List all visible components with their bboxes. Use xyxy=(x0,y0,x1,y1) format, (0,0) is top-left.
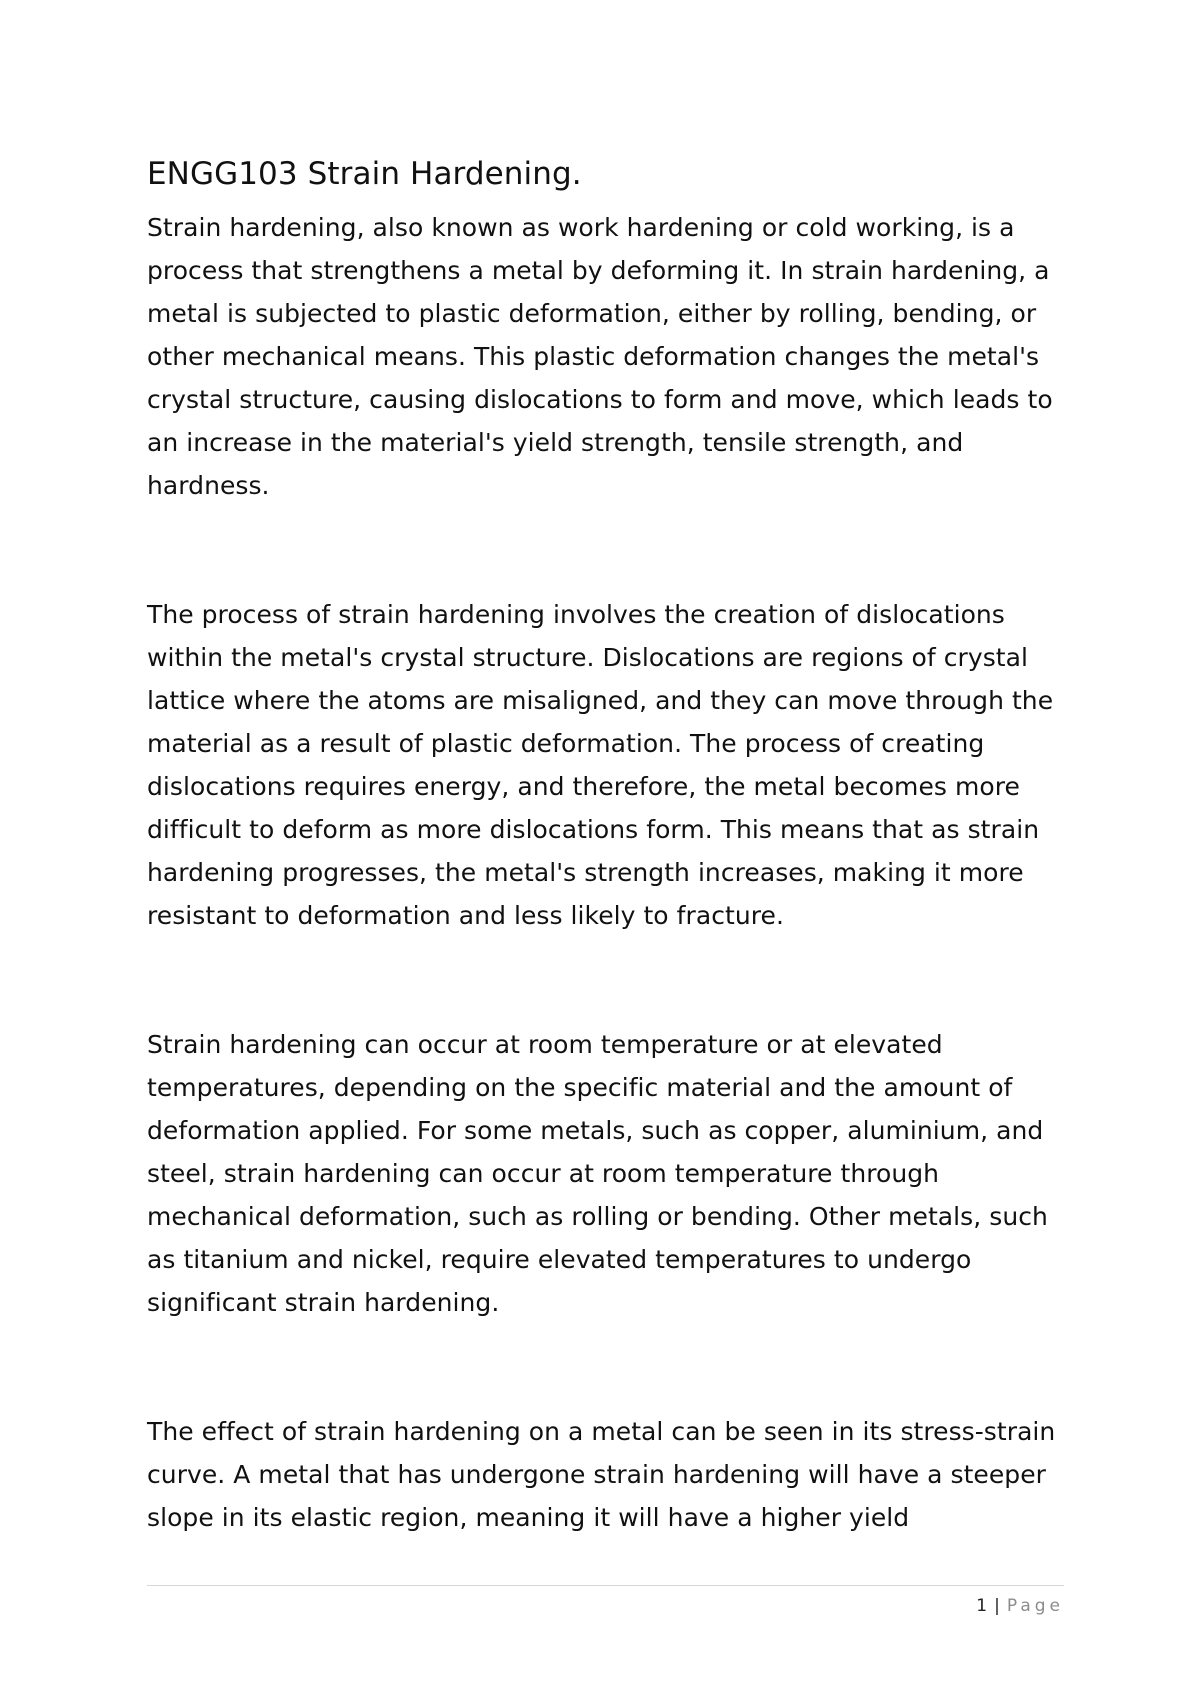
page-label: Page xyxy=(1006,1596,1064,1616)
footer-separator: | xyxy=(994,1596,1000,1616)
page-footer xyxy=(976,1594,1064,1618)
paragraph-dislocations: The process of strain hardening involves the creation of dislocations within the metal's crystal structure. Dislocations are regions of crystal lattice where the atoms are misaligned, and they can move through the material as a result of plastic deformation. The process of creating dislocations requires energy, and therefore, the metal becomes more difficult to deform as more dislocations form. This means that as strain hardening progresses, the metal's strength increases, making it more resistant to deformation and less likely to fracture. xyxy=(147,600,1054,930)
page-number: 1 xyxy=(976,1596,988,1616)
paragraph-stress-strain-curve: The effect of strain hardening on a metal can be seen in its stress-strain curve. A metal that has undergone strain hardening will have a steeper slope in its elastic region, meaning it will have a higher yield xyxy=(147,1417,1056,1532)
footer-divider xyxy=(147,1585,1064,1586)
document-body xyxy=(147,152,1077,1539)
document-title: ENGG103 Strain Hardening. xyxy=(147,156,582,192)
paragraph-temperature: Strain hardening can occur at room temperature or at elevated temperatures, depending on the specific material and the amount of deformation applied. For some metals, such as copper, aluminium, and steel, strain hardening can occur at room temperature through mechanical deformation, such as rolling or bending. Other metals, such as titanium and nickel, require elevated temperatures to undergo significant strain hardening. xyxy=(147,1030,1048,1317)
paragraph-strain-hardening-definition: Strain hardening, also known as work hardening or cold working, is a process that strengthens a metal by deforming it. In strain hardening, a metal is subjected to plastic deformation, either by rolling, bending, or other mechanical means. This plastic deformation changes the metal's crystal structure, causing dislocations to form and move, which leads to an increase in the material's yield strength, tensile strength, and hardness. xyxy=(147,213,1053,500)
